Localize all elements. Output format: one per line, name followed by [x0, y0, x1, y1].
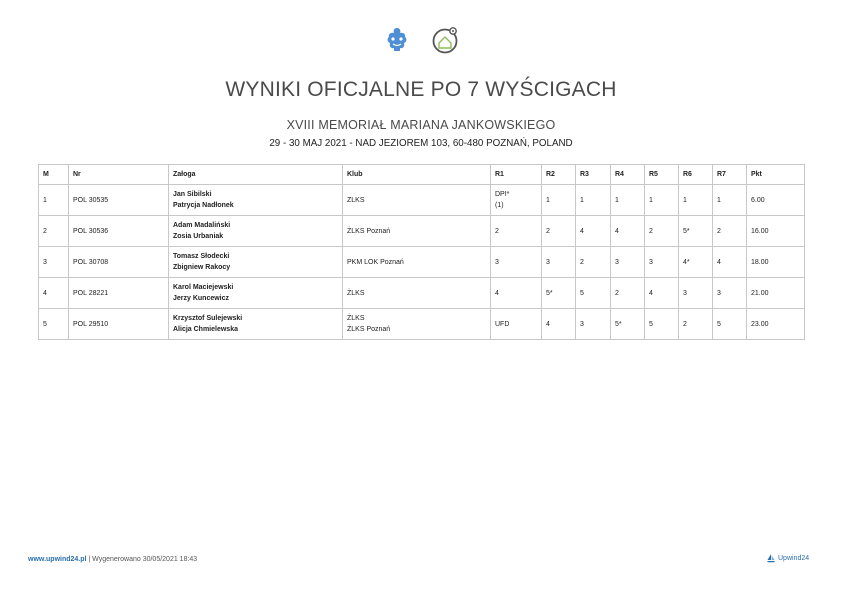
column-header-r7: R7: [713, 165, 747, 185]
helm-name: Adam Madaliński: [173, 222, 231, 229]
race-1-score-note: (1): [495, 202, 504, 209]
crew-name: Zosia Urbaniak: [173, 233, 224, 240]
rank-cell: 2: [39, 216, 69, 247]
crew-name: Jerzy Kuncewicz: [173, 295, 230, 302]
event-name: XVIII MEMORIAŁ MARIANA JANKOWSKIEGO: [286, 118, 556, 132]
race-5-cell: 5: [645, 309, 679, 340]
race-1-cell: [491, 216, 542, 247]
table-row: [39, 216, 805, 247]
club-name: ŻLKS: [347, 315, 365, 322]
club-cell: [343, 185, 491, 216]
column-header-club: Klub: [343, 165, 491, 185]
club-name: ŻLKS: [347, 289, 365, 297]
column-header-r6: R6: [679, 165, 713, 185]
crew-name: Alicja Chmielewska: [173, 326, 238, 333]
race-1-score: DPI*: [495, 191, 510, 198]
column-header-r1: R1: [491, 165, 542, 185]
race-3-cell: 1: [576, 185, 611, 216]
crew-cell: [169, 216, 343, 247]
table-row: [39, 278, 805, 309]
column-header-nr: Nr: [69, 165, 169, 185]
club-cell: [343, 247, 491, 278]
race-4-cell: 4: [611, 216, 645, 247]
crew-cell: [169, 278, 343, 309]
race-7-cell: 4: [713, 247, 747, 278]
event-date-location: 29 - 30 MAJ 2021 - NAD JEZIOREM 103, 60-480 POZNAŃ, POLAND: [269, 138, 573, 149]
crew-name: Patrycja Nadłonek: [173, 202, 234, 209]
table-row: [39, 309, 805, 340]
race-2-cell: 1: [542, 185, 576, 216]
crew-cell: [169, 309, 343, 340]
footer-generated-text: | Wygenerowano 30/05/2021 18:43: [86, 556, 198, 563]
column-header-m: M: [39, 165, 69, 185]
race-3-cell: 3: [576, 309, 611, 340]
club-name: ZLKS: [347, 196, 365, 204]
brand-name: Upwind24: [778, 554, 810, 562]
race-4-cell: 5*: [611, 309, 645, 340]
race-1-score: 4: [495, 289, 499, 297]
race-7-cell: 2: [713, 216, 747, 247]
rank-cell: 3: [39, 247, 69, 278]
column-header-r2: R2: [542, 165, 576, 185]
club-cell: [343, 278, 491, 309]
header-logos: [0, 24, 842, 56]
column-header-r4: R4: [611, 165, 645, 185]
column-header-r5: R5: [645, 165, 679, 185]
race-6-cell: 1: [679, 185, 713, 216]
crew-cell: [169, 247, 343, 278]
points-cell: 21.00: [747, 278, 805, 309]
crew-cell: [169, 185, 343, 216]
sail-number-cell: POL 30536: [69, 216, 169, 247]
club-cell: [343, 216, 491, 247]
crew-name: Zbigniew Rakocy: [173, 264, 231, 271]
race-5-cell: 3: [645, 247, 679, 278]
club-name-secondary: ŻLKS Poznań: [347, 326, 391, 333]
points-cell: 16.00: [747, 216, 805, 247]
race-1-cell: [491, 247, 542, 278]
rank-cell: 5: [39, 309, 69, 340]
race-4-cell: 2: [611, 278, 645, 309]
race-1-score: 2: [495, 227, 499, 235]
table-row: [39, 247, 805, 278]
race-1-cell: [491, 309, 542, 340]
race-5-cell: 1: [645, 185, 679, 216]
sail-number-cell: POL 28221: [69, 278, 169, 309]
race-7-cell: 5: [713, 309, 747, 340]
helm-name: Krzysztof Sulejewski: [173, 315, 243, 322]
club-crest-icon: [381, 24, 413, 56]
footer: [28, 556, 197, 563]
race-6-cell: 4*: [679, 247, 713, 278]
race-7-cell: 3: [713, 278, 747, 309]
points-cell: 18.00: [747, 247, 805, 278]
race-7-cell: 1: [713, 185, 747, 216]
points-cell: 6.00: [747, 185, 805, 216]
column-header-r3: R3: [576, 165, 611, 185]
club-cell: [343, 309, 491, 340]
race-6-cell: 2: [679, 309, 713, 340]
race-1-cell: [491, 278, 542, 309]
table-row: [39, 185, 805, 216]
race-3-cell: 5: [576, 278, 611, 309]
race-5-cell: 2: [645, 216, 679, 247]
table-header-row: [39, 165, 805, 185]
sailboat-icon: [766, 553, 776, 563]
column-header-crew: Załoga: [169, 165, 343, 185]
race-2-cell: 5*: [542, 278, 576, 309]
points-cell: 23.00: [747, 309, 805, 340]
results-table: [38, 164, 805, 340]
race-2-cell: 3: [542, 247, 576, 278]
column-header-points: Pkt: [747, 165, 805, 185]
club-name: ŻLKS Poznań: [347, 227, 391, 235]
sail-number-cell: POL 30708: [69, 247, 169, 278]
sail-number-cell: POL 29510: [69, 309, 169, 340]
sail-number-cell: POL 30535: [69, 185, 169, 216]
race-4-cell: 3: [611, 247, 645, 278]
race-4-cell: 1: [611, 185, 645, 216]
race-5-cell: 4: [645, 278, 679, 309]
race-2-cell: 4: [542, 309, 576, 340]
house-ring-emblem-icon: [429, 24, 461, 56]
race-1-cell: [491, 185, 542, 216]
footer-brand: [766, 553, 809, 563]
race-6-cell: 5*: [679, 216, 713, 247]
race-2-cell: 2: [542, 216, 576, 247]
race-3-cell: 4: [576, 216, 611, 247]
helm-name: Tomasz Słodecki: [173, 253, 230, 260]
club-name: PKM LOK Poznań: [347, 258, 404, 266]
race-1-score: UFD: [495, 320, 510, 328]
rank-cell: 4: [39, 278, 69, 309]
race-6-cell: 3: [679, 278, 713, 309]
race-3-cell: 2: [576, 247, 611, 278]
footer-website-link[interactable]: www.upwind24.pl: [28, 556, 87, 563]
race-1-score: 3: [495, 258, 499, 266]
rank-cell: 1: [39, 185, 69, 216]
helm-name: Jan Sibilski: [173, 191, 212, 198]
page-title: WYNIKI OFICJALNE PO 7 WYŚCIGACH: [225, 78, 617, 101]
helm-name: Karol Maciejewski: [173, 284, 234, 291]
